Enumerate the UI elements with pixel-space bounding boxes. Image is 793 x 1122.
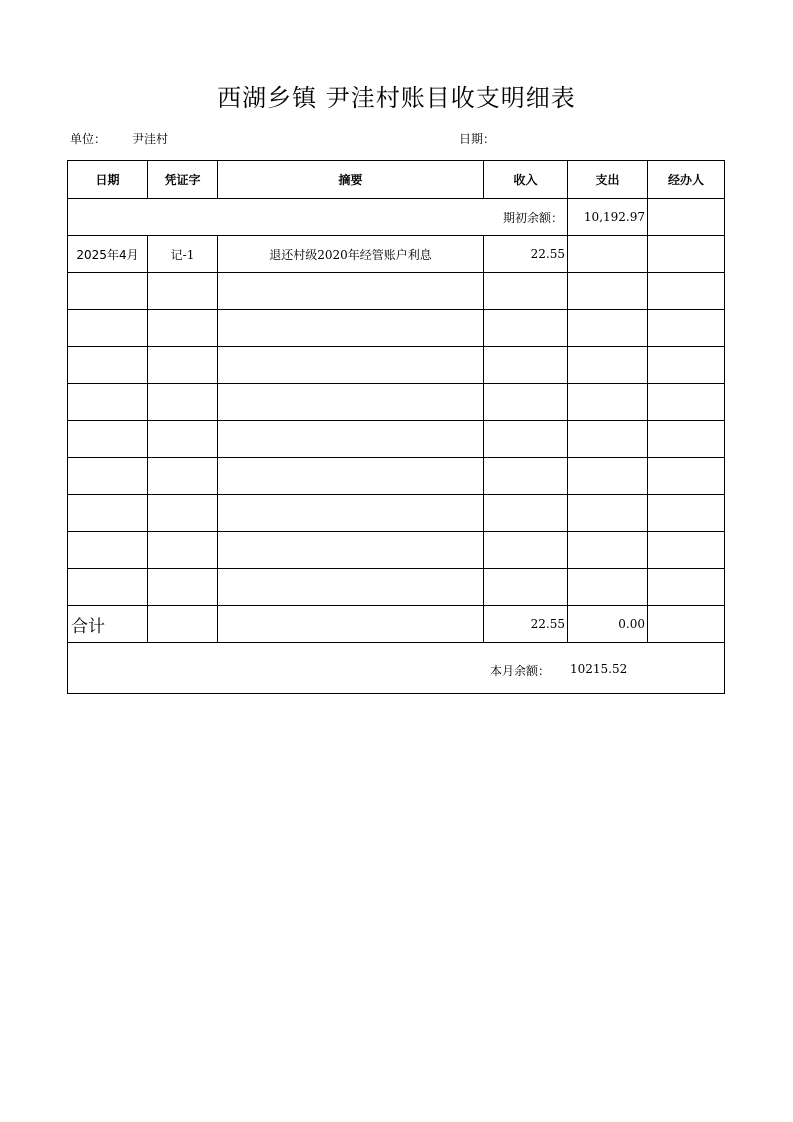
ledger-table: [67, 160, 725, 694]
row-expense: [568, 236, 648, 273]
empty-cell: [484, 495, 568, 532]
empty-cell: [68, 458, 148, 495]
empty-row: [68, 273, 725, 310]
empty-cell: [484, 569, 568, 606]
unit-value: 尹洼村: [132, 132, 169, 146]
row-summary: 退还村级2020年经管账户利息: [218, 236, 484, 273]
empty-cell: [218, 347, 484, 384]
opening-balance-label: 期初余额：: [68, 199, 568, 236]
empty-cell: [218, 495, 484, 532]
empty-cell: [648, 384, 725, 421]
date-label: 日期：: [459, 132, 496, 146]
opening-balance-row: [68, 199, 725, 236]
empty-cell: [648, 495, 725, 532]
empty-cell: [148, 569, 218, 606]
empty-cell: [148, 532, 218, 569]
empty-cell: [648, 310, 725, 347]
total-label: 合计: [68, 606, 148, 643]
empty-row: [68, 495, 725, 532]
empty-cell: [148, 421, 218, 458]
empty-cell: [568, 532, 648, 569]
header-row: [68, 161, 725, 199]
empty-cell: [148, 310, 218, 347]
empty-cell: [484, 532, 568, 569]
document-title: 西湖乡镇 尹洼村账目收支明细表: [217, 84, 576, 112]
empty-row: [68, 569, 725, 606]
empty-row: [68, 421, 725, 458]
closing-balance-cell: [68, 643, 725, 694]
empty-cell: [68, 347, 148, 384]
empty-cell: [568, 495, 648, 532]
empty-cell: [648, 421, 725, 458]
empty-cell: [68, 421, 148, 458]
empty-cell: [218, 273, 484, 310]
empty-cell: [568, 421, 648, 458]
empty-cell: [484, 384, 568, 421]
empty-cell: [68, 273, 148, 310]
empty-cell: [148, 384, 218, 421]
header-handler: 经办人: [648, 161, 725, 199]
empty-cell: [648, 458, 725, 495]
empty-cell: [68, 495, 148, 532]
empty-row: [68, 458, 725, 495]
opening-balance-handler: [648, 199, 725, 236]
empty-cell: [484, 458, 568, 495]
closing-balance-value: 10215.52: [570, 662, 628, 676]
header-voucher: 凭证字: [148, 161, 218, 199]
total-income: 22.55: [484, 606, 568, 643]
empty-cell: [68, 532, 148, 569]
total-row: [68, 606, 725, 643]
total-voucher: [148, 606, 218, 643]
empty-cell: [218, 310, 484, 347]
empty-cell: [568, 384, 648, 421]
header-summary: 摘要: [218, 161, 484, 199]
empty-cell: [568, 347, 648, 384]
row-voucher: 记-1: [148, 236, 218, 273]
unit-label: 单位：: [70, 132, 107, 146]
empty-cell: [68, 384, 148, 421]
empty-cell: [148, 458, 218, 495]
total-expense: 0.00: [568, 606, 648, 643]
empty-cell: [648, 532, 725, 569]
empty-cell: [648, 569, 725, 606]
closing-balance-row: [68, 643, 725, 694]
empty-cell: [484, 310, 568, 347]
row-handler: [648, 236, 725, 273]
closing-balance-label: 本月余额：: [490, 664, 551, 678]
header-expense: 支出: [568, 161, 648, 199]
empty-cell: [568, 458, 648, 495]
empty-cell: [218, 384, 484, 421]
empty-cell: [568, 569, 648, 606]
table-row: [68, 236, 725, 273]
row-income: 22.55: [484, 236, 568, 273]
row-date: 2025年4月: [68, 236, 148, 273]
opening-balance-value: 10,192.97: [568, 199, 648, 236]
empty-cell: [148, 347, 218, 384]
empty-cell: [484, 347, 568, 384]
empty-cell: [484, 421, 568, 458]
header-date: 日期: [68, 161, 148, 199]
total-summary: [218, 606, 484, 643]
empty-cell: [568, 273, 648, 310]
header-income: 收入: [484, 161, 568, 199]
empty-cell: [218, 458, 484, 495]
empty-cell: [218, 421, 484, 458]
empty-cell: [484, 273, 568, 310]
total-handler: [648, 606, 725, 643]
empty-cell: [218, 569, 484, 606]
empty-cell: [218, 532, 484, 569]
empty-cell: [68, 569, 148, 606]
empty-cell: [568, 310, 648, 347]
empty-cell: [148, 273, 218, 310]
empty-row: [68, 310, 725, 347]
empty-cell: [68, 310, 148, 347]
empty-row: [68, 384, 725, 421]
empty-row: [68, 347, 725, 384]
empty-row: [68, 532, 725, 569]
empty-cell: [648, 347, 725, 384]
empty-cell: [648, 273, 725, 310]
empty-cell: [148, 495, 218, 532]
